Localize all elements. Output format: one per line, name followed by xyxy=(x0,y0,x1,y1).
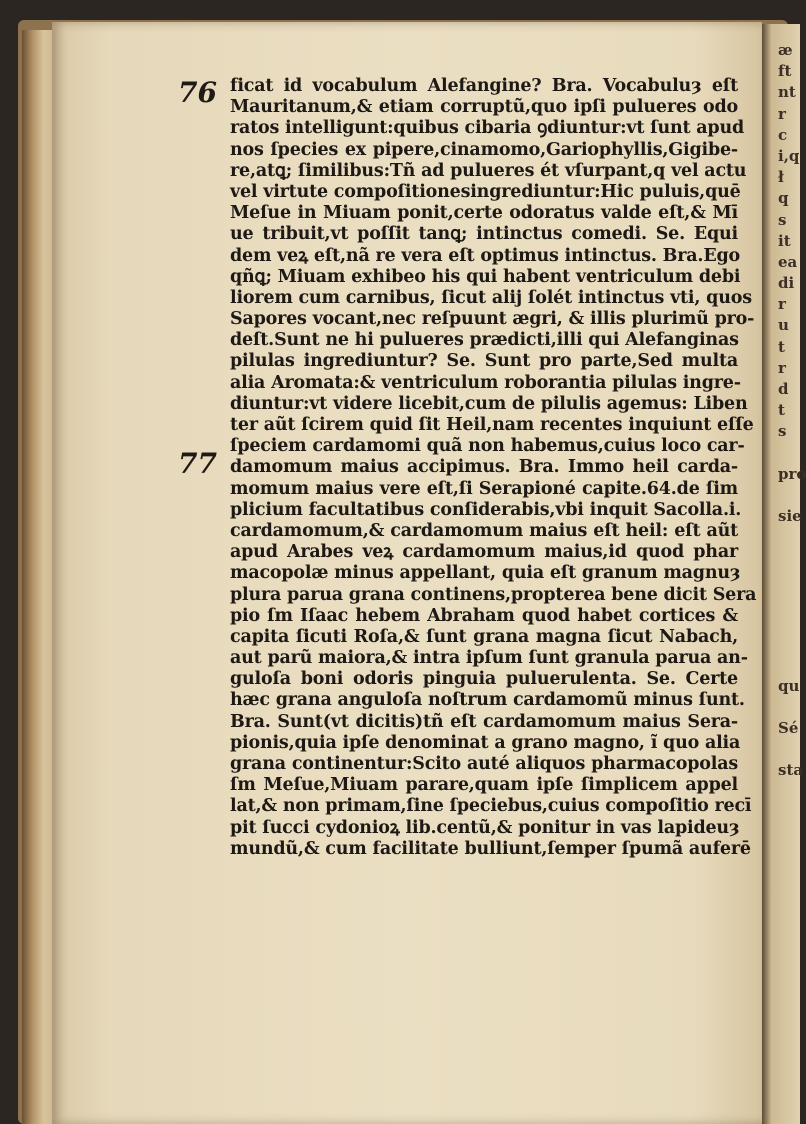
next-page-line: r xyxy=(778,295,786,314)
text-line: lat,& non primam,ſine ſpeciebus,cuius compoſitio recī xyxy=(230,796,752,817)
text-line: plura parua grana continens,propterea bene dicit Sera xyxy=(230,584,757,605)
text-line: macopolæ minus appellant, quia eſt granum magnuȝ xyxy=(230,563,741,584)
text-line: grana continentur:Scito auté aliquos pharmacopolas xyxy=(230,754,738,774)
next-page-line xyxy=(778,654,800,675)
next-page-line: c xyxy=(778,125,788,144)
text-line: plicium facultatibus conſiderabis,vbi inquit Sacolla.i. xyxy=(230,499,742,520)
next-page-line: q xyxy=(778,189,789,208)
next-page-line: Sé xyxy=(778,719,799,737)
text-line: Sapores vocant,nec reſpuunt ægri, & illis plurimũ pro- xyxy=(230,309,755,330)
text-line: pilulas ingrediuntur? Se. Sunt pro parte,Sed multa xyxy=(230,351,738,372)
text-line: ter aũt ſcirem quid ſit Heil,nam recentes inquiunt eſſe xyxy=(230,415,754,435)
next-page-line: s xyxy=(778,422,787,441)
text-line: liorem cum carnibus, ſicut alij ſolét intinctus vti, quos xyxy=(230,287,752,308)
next-page-line: i,q xyxy=(778,146,800,165)
next-page-line: u xyxy=(778,316,789,335)
next-page-line: d xyxy=(778,380,789,398)
page-number: 76 xyxy=(178,76,217,109)
text-line: momum maius vere eſt,ſi Serapioné capite.64.de ſim xyxy=(230,478,738,499)
next-page-fragment xyxy=(778,40,806,782)
next-page-line: t xyxy=(778,337,785,356)
page-text-block xyxy=(230,76,757,860)
text-line: pionis,quia ipſe denominat a grano magno, ĩ quo alia xyxy=(230,732,741,753)
text-line: nos ſpecies ex pipere,cinamomo,Gariophyllis,Gigibe- xyxy=(230,139,738,160)
text-line: ue tribuit,vt poſſit tanꝗ; intinctus comedi. Se. Equi xyxy=(230,224,738,245)
text-line: guloſa boni odoris pinguia puluerulenta. Se. Certe xyxy=(230,669,738,690)
next-page-line: qu xyxy=(778,676,800,695)
next-page-line: sie xyxy=(778,507,802,526)
text-line: aut parũ maiora,& intra ipſum ſunt granula parua an- xyxy=(230,648,748,669)
next-page-line: ł xyxy=(778,168,784,187)
next-page-line xyxy=(778,527,800,548)
text-line: vel virtute compoſitionesingrediuntur:Hic puluis,quē xyxy=(230,181,741,202)
next-page-line: pro xyxy=(778,464,806,483)
text-line: Meſue in Miuam ponit,certe odoratus valde eſt,& Mī xyxy=(230,203,738,224)
text-line: damomum maius accipimus. Bra. Immo heil carda- xyxy=(230,457,738,478)
next-page-line xyxy=(778,443,800,464)
text-line: dem veꝝ eſt,nã re vera eſt optimus intinctus. Bra.Ego xyxy=(230,245,740,266)
text-line: hæc grana anguloſa noſtrum cardamomũ minus ſunt. xyxy=(230,690,745,711)
margin-section-number: 77 xyxy=(178,447,217,480)
text-line: re,atꝗ; ſimilibus:Tñ ad pulueres ét vſurpant,q vel actu xyxy=(230,160,747,181)
next-page-line: di xyxy=(778,274,795,293)
next-page-line xyxy=(778,485,800,506)
next-page-line: sta xyxy=(778,761,804,780)
next-page-line: it xyxy=(778,231,791,250)
text-line: pio ſm Iſaac hebem Abraham quod habet cortices & xyxy=(230,605,738,626)
text-line: mundũ,& cum facilitate bulliunt,ſemper ſpumã auferē xyxy=(230,838,751,859)
next-page-line: t xyxy=(778,401,785,420)
next-page-line xyxy=(778,739,800,760)
next-page-line xyxy=(778,591,800,612)
text-line: qñꝗ; Miuam exhibeo his qui habent ventriculum debi xyxy=(230,266,741,287)
text-line: cardamomum,& cardamomum maius eſt heil: eſt aũt xyxy=(230,520,738,541)
text-line: pit ſucci cydonioꝝ lib.centũ,& ponitur in vas lapideuȝ xyxy=(230,817,740,838)
next-page-line: ea xyxy=(778,252,798,271)
next-page-line: æ xyxy=(778,41,793,59)
next-page-line: ft xyxy=(778,62,792,81)
text-line: ſm Meſue,Miuam parare,quam ipſe ſimplicem appel xyxy=(230,775,738,796)
text-line: ficat id vocabulum Alefangine? Bra. Vocabuluȝ eſt xyxy=(230,76,738,96)
next-page-line xyxy=(778,633,800,654)
text-line: Mauritanum,& etiam corruptũ,quo ipſi pulueres odo xyxy=(230,97,738,118)
next-page-line: r xyxy=(778,104,786,123)
next-page-line xyxy=(778,697,800,718)
next-page-line: r xyxy=(778,358,786,377)
text-line: ratos intelligunt:quibus cibaria ꝯdiuntur:vt ſunt apud xyxy=(230,118,745,139)
text-line: diuntur:vt videre licebit,cum de pilulis agemus: Liben xyxy=(230,393,748,414)
next-page-line xyxy=(778,612,800,633)
next-page-line xyxy=(778,570,800,591)
text-line: Bra. Sunt(vt dicitis)tñ eſt cardamomum maius Sera- xyxy=(230,711,738,732)
next-page-line xyxy=(778,549,800,570)
text-line: deſt.Sunt ne hi pulueres prædicti,illi qui Alefanginas xyxy=(230,330,739,351)
text-line: alia Aromata:& ventriculum roborantia pilulas ingre- xyxy=(230,372,741,393)
text-line: apud Arabes veꝝ cardamomum maius,id quod phar xyxy=(230,542,738,563)
next-page-line: s xyxy=(778,210,787,229)
text-line: capita ſicuti Roſa,& ſunt grana magna ſicut Nabach, xyxy=(230,626,738,647)
next-page-line: nt xyxy=(778,83,796,102)
text-line: ſpeciem cardamomi quã non habemus,cuius loco car- xyxy=(230,436,745,457)
